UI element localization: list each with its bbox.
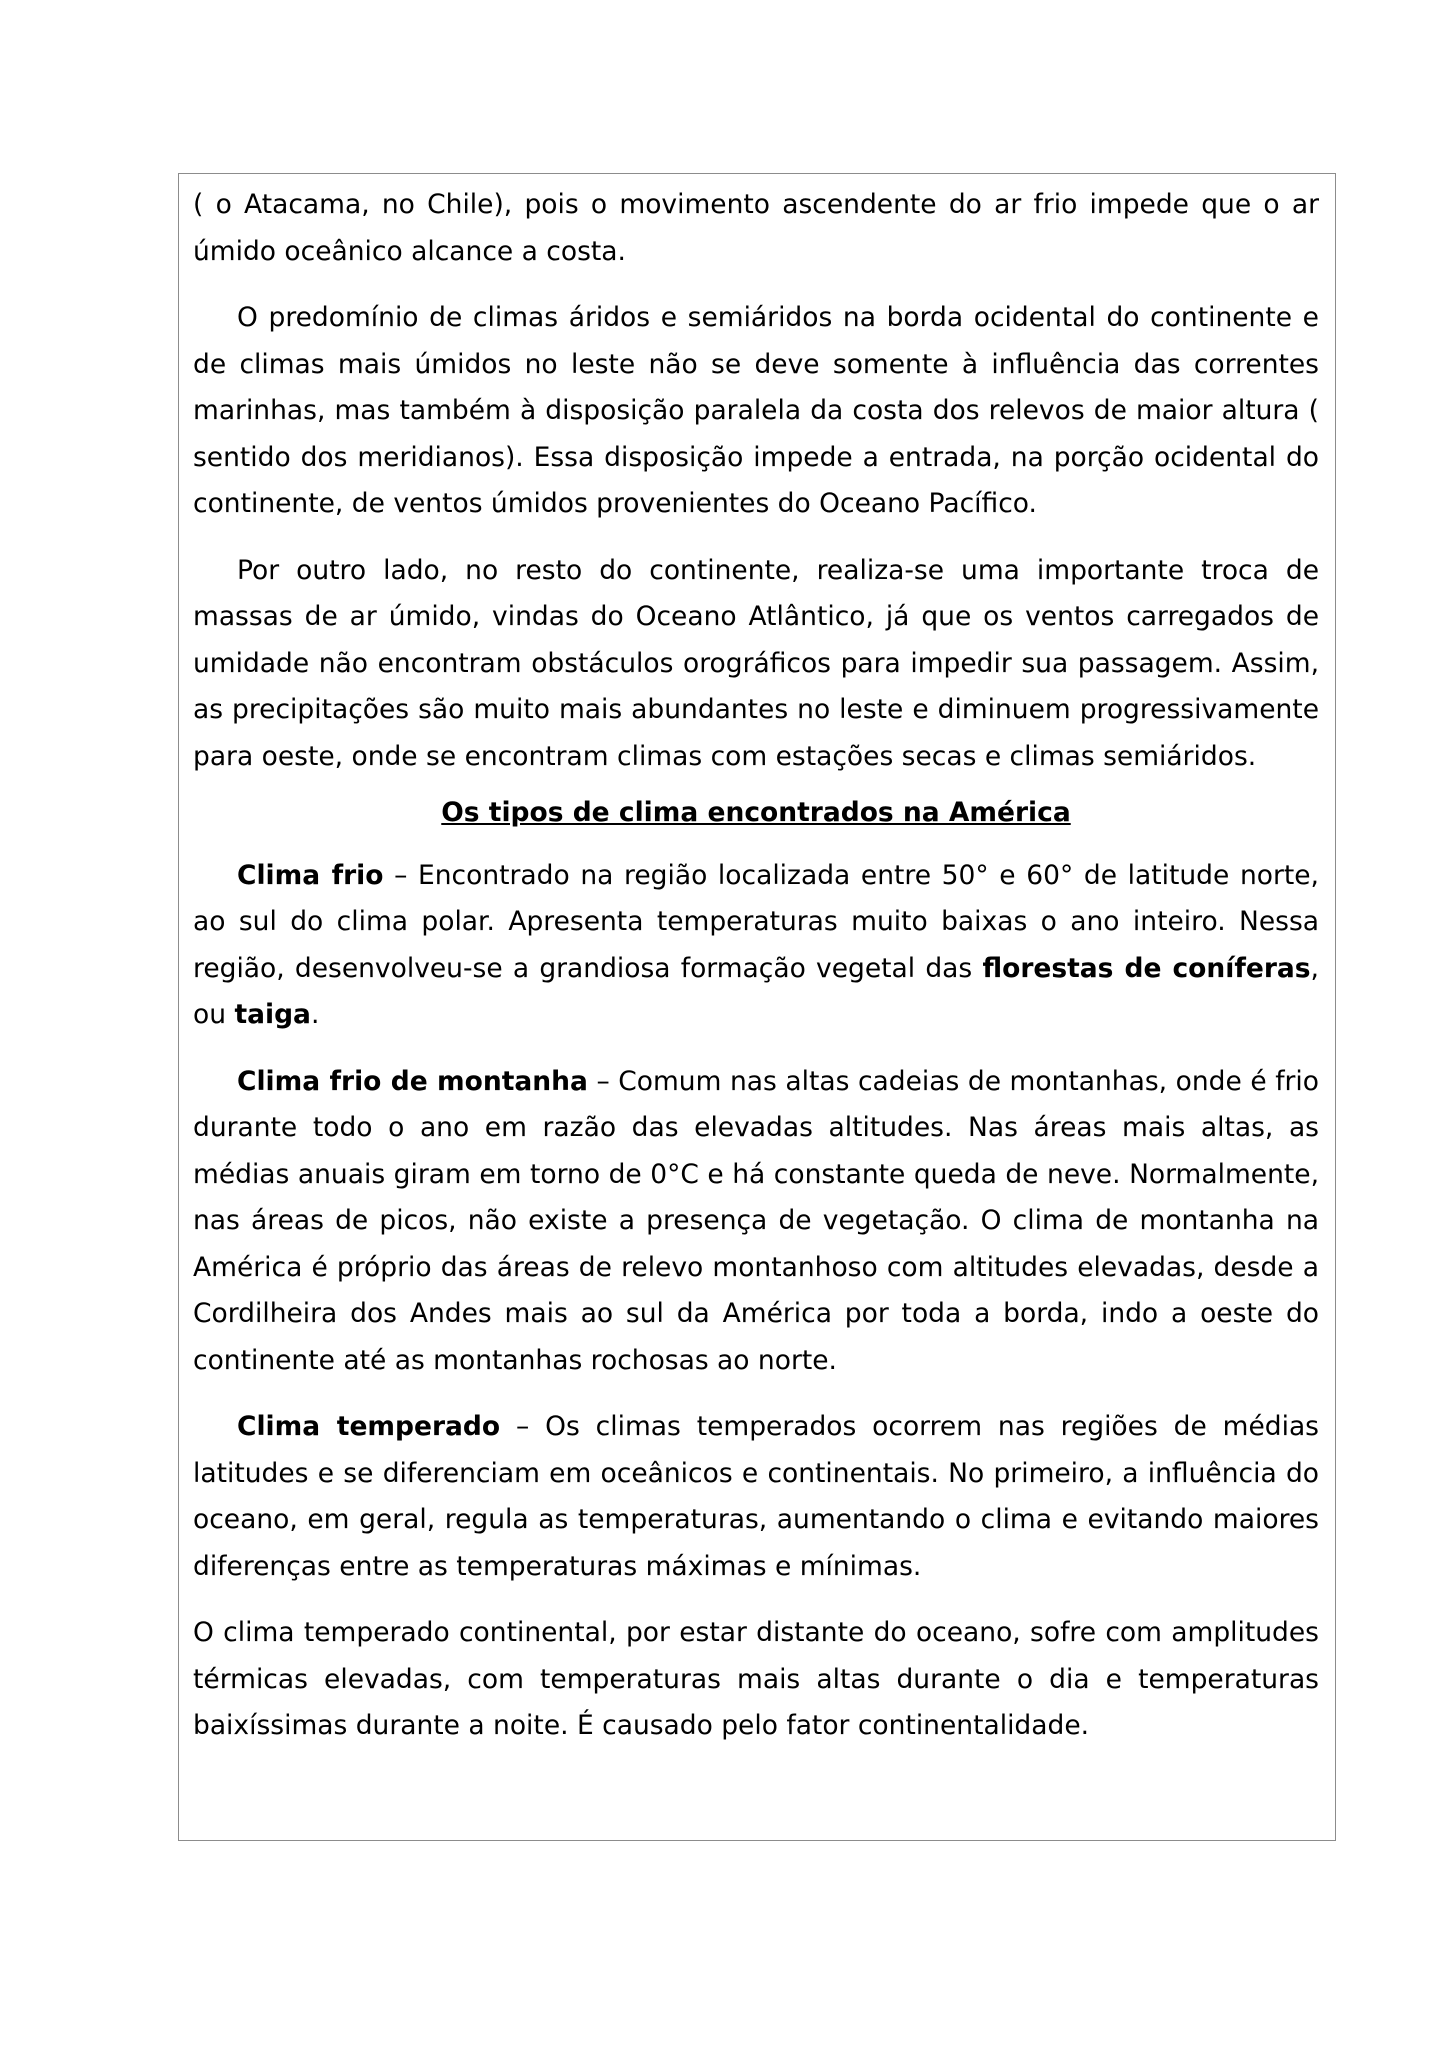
term-taiga: taiga <box>234 999 311 1030</box>
term-clima-montanha: Clima frio de montanha <box>237 1065 588 1097</box>
text-frame <box>178 173 1336 1841</box>
term-clima-frio: Clima frio <box>237 859 384 891</box>
term-florestas-coniferas: florestas de coníferas <box>982 952 1311 984</box>
paragraph-troca-massas-ar: Por outro lado, no resto do continente, realiza-se uma importante troca de massas de ar úmido, vindas do Oceano Atlântico, já que os ventos carregados de umidade não encontram obstáculos orográficos para impedir sua passagem. Assim, as precipitações são muito mais abundantes no leste e diminuem progressivamente para oeste, onde se encontram climas com estações secas e climas semiáridos. <box>193 554 1319 772</box>
clima-montanha-text: – Comum nas altas cadeias de montanhas, onde é frio durante todo o ano em razão das elevadas altitudes. Nas áreas mais altas, as médias anuais giram em torno de 0°C e há constante queda de neve. Normalmente, nas áreas de picos, não existe a presença de vegetação. O clima de montanha na América é próprio das áreas de relevo montanhoso com altitudes elevadas, desde a Cordilheira dos Andes mais ao sul da América por toda a borda, indo a oeste do continente até as montanhas rochosas ao norte. <box>193 1065 1319 1376</box>
paragraph-climas-aridos: O predomínio de climas áridos e semiáridos na borda ocidental do continente e de climas mais úmidos no leste não se deve somente à influência das correntes marinhas, mas também à disposição paralela da costa dos relevos de maior altura ( sentido dos meridianos). Essa disposição impede a entrada, na porção ocidental do continente, de ventos úmidos provenientes do Oceano Pacífico. <box>193 302 1319 519</box>
paragraph-clima-montanha <box>193 1059 1319 1385</box>
paragraph-atacama: ( o Atacama, no Chile), pois o movimento ascendente do ar frio impede que o ar úmido oceânico alcance a costa. <box>193 189 1319 267</box>
section-title: Os tipos de clima encontrados na América <box>441 797 1071 828</box>
clima-frio-text: – Encontrado na região localizada entre 50° e 60° de latitude norte, ao sul do clima polar. Apresenta temperaturas muito baixas o ano inteiro. Nessa região, desenvolveu-se a grandiosa formação vegetal das <box>193 859 1319 984</box>
clima-frio-text-3: . <box>310 999 320 1030</box>
paragraph-clima-frio <box>193 853 1319 1039</box>
clima-temperado-text: – Os climas temperados ocorrem nas regiões de médias latitudes e se diferenciam em oceânicos e continentais. No primeiro, a influência do oceano, em geral, regula as temperaturas, aumentando o clima e evitando maiores diferenças entre as temperaturas máximas e mínimas. <box>193 1411 1319 1582</box>
paragraph-clima-temperado <box>193 1404 1319 1590</box>
paragraph-clima-continental: O clima temperado continental, por estar distante do oceano, sofre com amplitudes térmicas elevadas, com temperaturas mais altas durante o dia e temperaturas baixíssimas durante a noite. É causado pelo fator continentalidade. <box>193 1617 1319 1741</box>
term-clima-temperado: Clima temperado <box>237 1411 501 1442</box>
clima-frio-text-2: , ou <box>193 952 1319 1030</box>
